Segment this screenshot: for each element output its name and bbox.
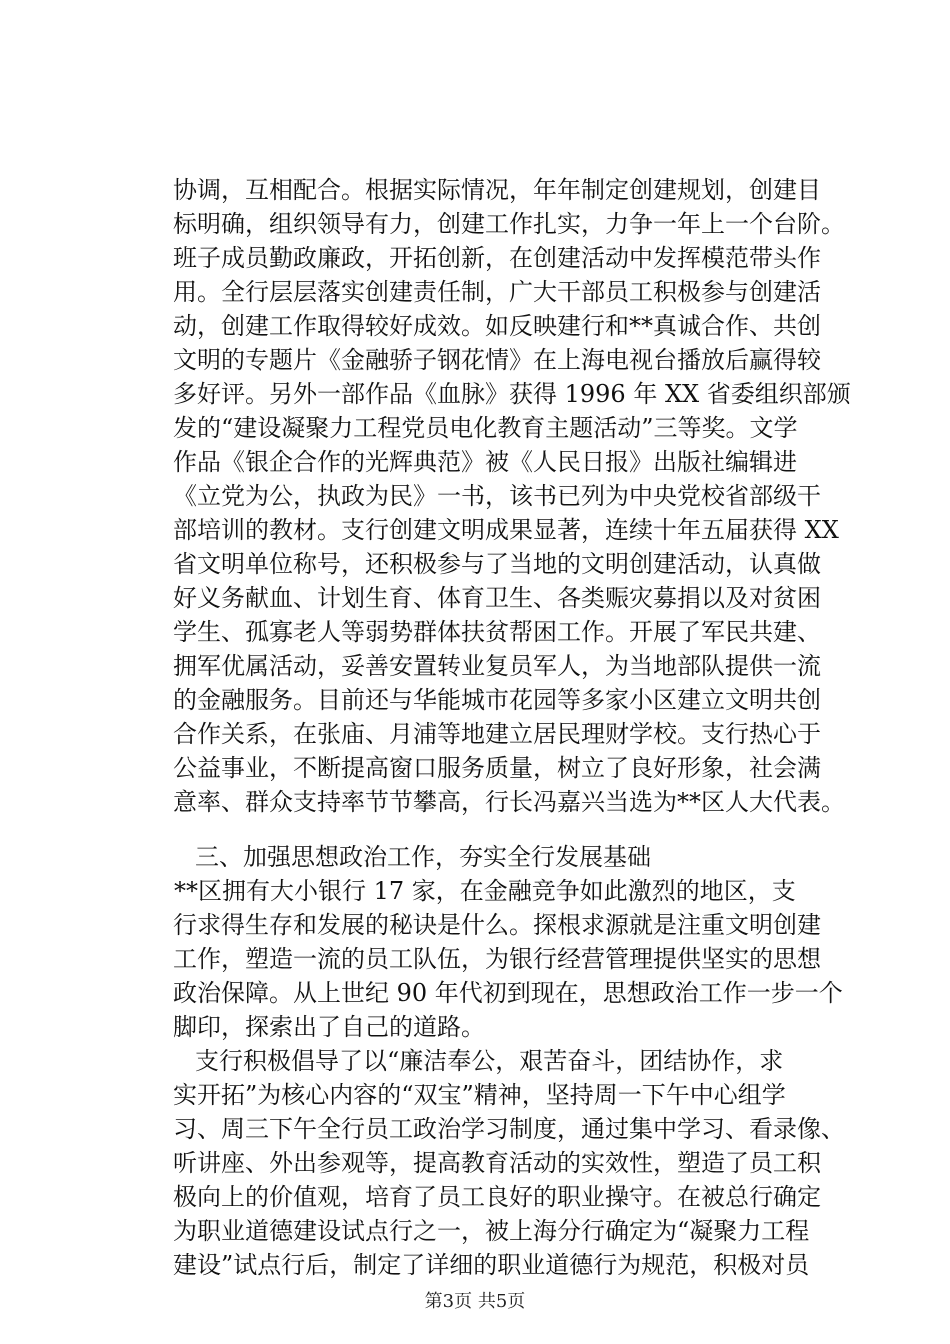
body-text-line: 文明的专题片《金融骄子钢花情》在上海电视台播放后赢得较	[173, 346, 821, 374]
body-text-line: 工作，塑造一流的员工队伍，为银行经营管理提供坚实的思想	[173, 945, 821, 973]
body-text-line: 合作关系，在张庙、月浦等地建立居民理财学校。支行热心于	[173, 720, 821, 748]
body-text-line: 发的“建设凝聚力工程党员电化教育主题活动”三等奖。文学	[173, 414, 798, 442]
body-text-line: 行求得生存和发展的秘诀是什么。探根求源就是注重文明创建	[173, 911, 821, 939]
body-text-line: 部培训的教材。支行创建文明成果显著，连续十年五届获得 XX	[173, 516, 839, 544]
body-text-line: 极向上的价值观，培育了员工良好的职业操守。在被总行确定	[173, 1183, 821, 1211]
body-text-line: 脚印，探索出了自己的道路。	[173, 1013, 485, 1041]
body-text-line: 意率、群众支持率节节攀高，行长冯嘉兴当选为**区人大代表。	[173, 788, 845, 816]
body-text-line: 听讲座、外出参观等，提高教育活动的实效性，塑造了员工积	[173, 1149, 821, 1177]
body-text-line: **区拥有大小银行 17 家，在金融竞争如此激烈的地区，支	[174, 877, 796, 905]
body-text-line: 的金融服务。目前还与华能城市花园等多家小区建立文明共创	[173, 686, 821, 714]
body-text-line: 好义务献血、计划生育、体育卫生、各类赈灾募捐以及对贫困	[173, 584, 821, 612]
body-text-line: 支行积极倡导了以“廉洁奉公，艰苦奋斗，团结协作，求	[195, 1047, 784, 1075]
body-text-line: 实开拓”为核心内容的“双宝”精神，坚持周一下午中心组学	[173, 1081, 786, 1109]
section-heading: 三、加强思想政治工作，夯实全行发展基础	[195, 843, 651, 871]
body-text-line: 动，创建工作取得较好成效。如反映建行和**真诚合作、共创	[173, 312, 821, 340]
page-footer: 第3页 共5页	[424, 1291, 526, 1312]
body-text-line: 省文明单位称号，还积极参与了当地的文明创建活动，认真做	[173, 550, 821, 578]
body-text-line: 学生、孤寡老人等弱势群体扶贫帮困工作。开展了军民共建、	[173, 618, 821, 646]
body-text-line: 《立党为公，执政为民》一书，该书已列为中央党校省部级干	[173, 482, 821, 510]
body-text-line: 作品《银企合作的光辉典范》被《人民日报》出版社编辑进	[173, 448, 797, 476]
body-text-line: 拥军优属活动，妥善安置转业复员军人，为当地部队提供一流	[173, 652, 821, 680]
body-text-line: 多好评。另外一部作品《血脉》获得 1996 年 XX 省委组织部颁	[173, 380, 851, 408]
body-text-line: 公益事业，不断提高窗口服务质量，树立了良好形象，社会满	[173, 754, 821, 782]
body-text-line: 协调，互相配合。根据实际情况，年年制定创建规划，创建目	[173, 176, 821, 204]
body-text-line: 标明确，组织领导有力，创建工作扎实，力争一年上一个台阶。	[173, 210, 845, 238]
body-text-line: 政治保障。从上世纪 90 年代初到现在，思想政治工作一步一个	[173, 979, 843, 1007]
body-text-line: 习、周三下午全行员工政治学习制度，通过集中学习、看录像、	[173, 1115, 845, 1143]
body-text-line: 班子成员勤政廉政，开拓创新，在创建活动中发挥模范带头作	[173, 244, 821, 272]
body-text-line: 建设”试点行后，制定了详细的职业道德行为规范，积极对员	[173, 1251, 810, 1279]
body-text-line: 为职业道德建设试点行之一，被上海分行确定为“凝聚力工程	[173, 1217, 810, 1245]
body-text-line: 用。全行层层落实创建责任制，广大干部员工积极参与创建活	[173, 278, 821, 306]
